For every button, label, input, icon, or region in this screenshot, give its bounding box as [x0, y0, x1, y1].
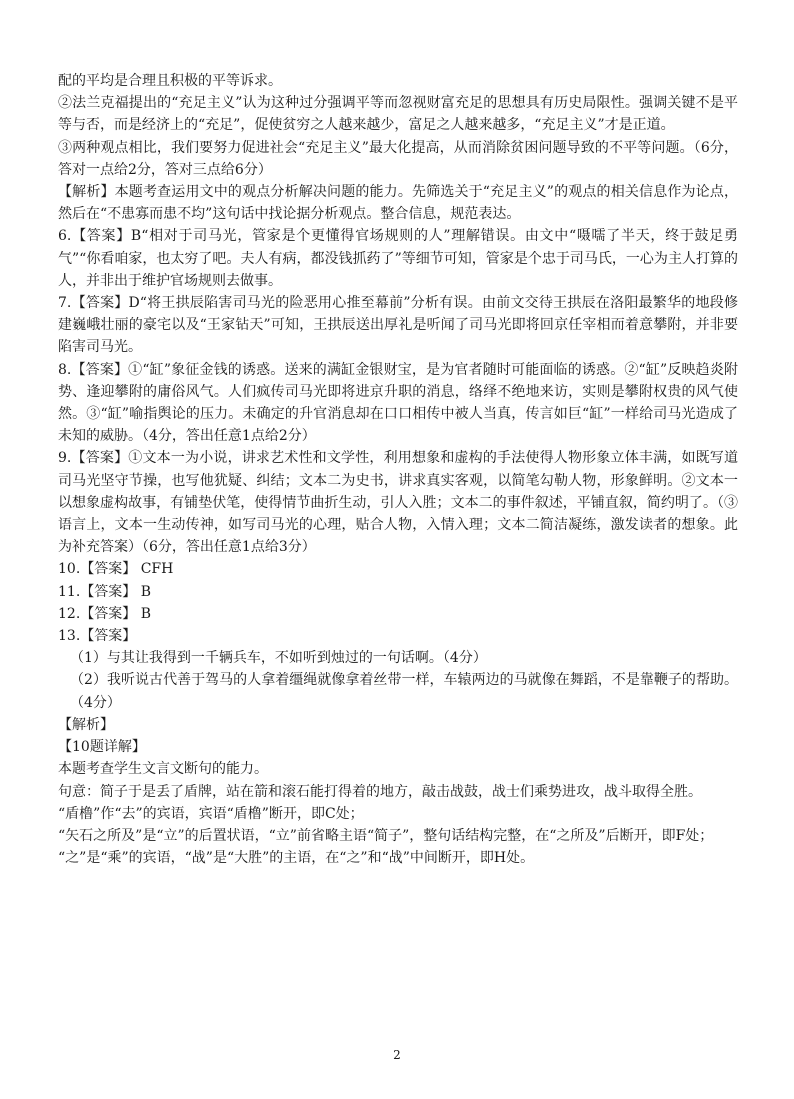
- break-f: “矢石之所及”是“立”的后置状语，“立”前省略主语“简子”，整句话结构完整，在“之所及”后断开，即F处；: [58, 827, 714, 844]
- analysis-paragraph: 【解析】本题考查运用文中的观点分析解决问题的能力。先筛选关于“充足主义”的观点的相关信息作为论点，然后在“不患寡而患不均”这句话中找论据分析观点。整合信息，规范表达。: [58, 184, 738, 223]
- answer-8: 8.【答案】①“缸”象征金钱的诱惑。送来的满缸金银财宝，是为官者随时可能面临的诱惑。②“缸”反映趋炎附势、逢迎攀附的庸俗风气。人们疯传司马光即将进京升职的消息，络绎不绝地来访，实则是攀附权贵的风气使然。③“缸”喻指舆论的压力。未确定的升官消息却在口口相传中被人当真，传言如巨“缸”一样给司马光造成了未知的威胁。（4分，答出任意1点给2分）: [58, 361, 738, 445]
- answer-13-part-1: （1）与其让我得到一千辆兵车，不如听到烛过的一句话啊。（4分）: [70, 650, 487, 667]
- page-number: 2: [393, 1048, 401, 1062]
- question-10-intro: 本题考查学生文言文断句的能力。: [58, 761, 268, 778]
- sentence-meaning: 句意：简子于是丢了盾牌，站在箭和滚石能打得着的地方，敲击战鼓，战士们乘势进攻，战斗取得全胜。: [58, 783, 702, 800]
- answer-7: 7.【答案】D“将王拱辰陷害司马光的险恶用心推至幕前”分析有误。由前文交待王拱辰在洛阳最繁华的地段修建巍峨壮丽的豪宅以及“王家钻天”可知，王拱辰送出厚礼是听闻了司马光即将回京任宰相而着意攀附，并非要陷害司马光。: [58, 295, 738, 356]
- break-h: “之”是“乘”的宾语，“战”是“大胜”的主语，在“之”和“战”中间断开，即H处。: [58, 850, 535, 867]
- answer-12: 12.【答案】 B: [58, 605, 152, 622]
- answer-11: 11.【答案】 B: [58, 583, 152, 600]
- paragraph-2: ②法兰克福提出的“充足主义”认为这种过分强调平等而忽视财富充足的思想具有历史局限性。强调关键不是平等与否，而是经济上的“充足”，促使贫穷之人越来越少，富足之人越来越多，“充足主义”才是正道。: [58, 95, 738, 134]
- answer-10: 10.【答案】 CFH: [58, 561, 174, 578]
- answer-6: 6.【答案】B“相对于司马光，管家是个更懂得官场规则的人”理解错误。由文中“嗫嚅了半天，终于鼓足勇气”“你看咱家，也太穷了吧。夫人有病，都没钱抓药了”等细节可知，管家是个忠于司马氏，一心为主人打算的人，并非出于维护官场规则去做事。: [58, 228, 738, 289]
- paragraph-1: 配的平均是合理且积极的平等诉求。: [58, 73, 282, 89]
- answer-9: 9.【答案】①文本一为小说，讲求艺术性和文学性，利用想象和虚构的手法使得人物形象立体丰满，如既写道司马光坚守节操，也写他犹疑、纠结；文本二为史书，讲求真实客观，以简笔勾勒人物，形象鲜明。②文本一以想象虚构故事，有铺垫伏笔，使得情节曲折生动，引人入胜；文本二的事件叙述，平铺直叙，简约明了。（③语言上，文本一生动传神，如写司马光的心理，贴合人物，入情入理；文本二简洁凝练，激发读者的想象。此为补充答案）（6分，答出任意1点给3分）: [58, 450, 738, 556]
- paragraph-3: ③两种观点相比，我们要努力促进社会“充足主义”最大化提高，从而消除贫困问题导致的不平等问题。（6分，答对一点给2分，答对三点给6分）: [58, 139, 738, 178]
- question-10-heading: 【10题详解】: [58, 739, 146, 756]
- break-c: “盾橹”作“去”的宾语，宾语“盾橹”断开，即C处；: [58, 805, 364, 822]
- answer-13: 13.【答案】: [58, 628, 137, 645]
- answer-13-part-2: （2）我听说古代善于驾马的人拿着缰绳就像拿着丝带一样，车辕两边的马就像在舞蹈，不是靠鞭子的帮助。（4分）: [70, 672, 738, 711]
- analysis-heading: 【解析】: [58, 716, 114, 733]
- body-text: [58, 70, 738, 869]
